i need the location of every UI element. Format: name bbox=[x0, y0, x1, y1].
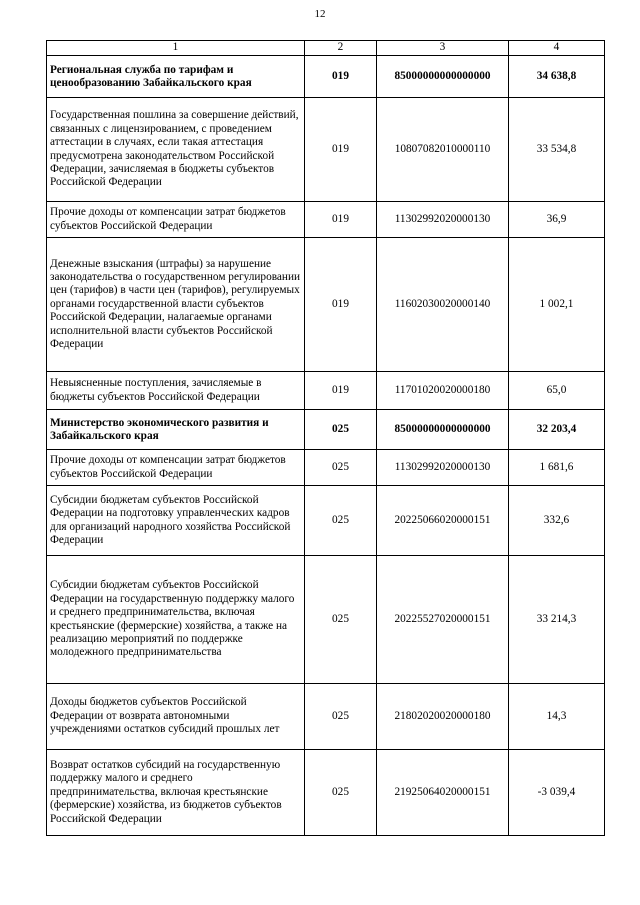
table-row bbox=[47, 98, 605, 202]
column-number-row bbox=[47, 41, 605, 56]
row-amount: 32 203,4 bbox=[509, 410, 605, 450]
row-amount: 65,0 bbox=[509, 372, 605, 410]
table-row bbox=[47, 486, 605, 556]
row-kbk-code: 11302992020000130 bbox=[377, 202, 509, 238]
row-amount: 36,9 bbox=[509, 202, 605, 238]
row-name: Возврат остатков субсидий на государственную поддержку малого и среднего предпринимательства, включая крестьянские (фермерские) хозяйства, из бюджетов субъектов Российской Федерации bbox=[47, 750, 305, 836]
row-kbk-code: 21925064020000151 bbox=[377, 750, 509, 836]
row-admin-code: 019 bbox=[305, 372, 377, 410]
row-admin-code: 019 bbox=[305, 202, 377, 238]
row-admin-code: 025 bbox=[305, 750, 377, 836]
revenue-table bbox=[46, 40, 605, 836]
table-row bbox=[47, 556, 605, 684]
row-kbk-code: 11302992020000130 bbox=[377, 450, 509, 486]
row-name: Субсидии бюджетам субъектов Российской Федерации на государственную поддержку малого и среднего предпринимательства, включая крестьянские (фермерские) хозяйства, а также на реализацию мероприятий по поддержке молодежного предпринимательства bbox=[47, 556, 305, 684]
row-amount: 14,3 bbox=[509, 684, 605, 750]
column-header-2: 2 bbox=[305, 41, 377, 56]
row-admin-code: 025 bbox=[305, 556, 377, 684]
column-header-1: 1 bbox=[47, 41, 305, 56]
row-kbk-code: 20225527020000151 bbox=[377, 556, 509, 684]
column-header-3: 3 bbox=[377, 41, 509, 56]
row-kbk-code: 21802020020000180 bbox=[377, 684, 509, 750]
row-admin-code: 025 bbox=[305, 410, 377, 450]
page-number: 12 bbox=[314, 8, 326, 20]
column-header-4: 4 bbox=[509, 41, 605, 56]
row-name: Прочие доходы от компенсации затрат бюджетов субъектов Российской Федерации bbox=[47, 202, 305, 238]
row-name: Невыясненные поступления, зачисляемые в бюджеты субъектов Российской Федерации bbox=[47, 372, 305, 410]
row-admin-code: 025 bbox=[305, 450, 377, 486]
row-amount: 1 681,6 bbox=[509, 450, 605, 486]
table-row bbox=[47, 238, 605, 372]
row-name: Субсидии бюджетам субъектов Российской Федерации на подготовку управленческих кадров для организаций народного хозяйства Российской Федерации bbox=[47, 486, 305, 556]
row-name: Прочие доходы от компенсации затрат бюджетов субъектов Российской Федерации bbox=[47, 450, 305, 486]
row-amount: 332,6 bbox=[509, 486, 605, 556]
row-kbk-code: 85000000000000000 bbox=[377, 56, 509, 98]
row-kbk-code: 10807082010000110 bbox=[377, 98, 509, 202]
row-admin-code: 019 bbox=[305, 238, 377, 372]
row-kbk-code: 85000000000000000 bbox=[377, 410, 509, 450]
table-row bbox=[47, 450, 605, 486]
row-admin-code: 019 bbox=[305, 98, 377, 202]
table-row bbox=[47, 56, 605, 98]
table-row bbox=[47, 372, 605, 410]
row-name: Региональная служба по тарифам и ценообразованию Забайкальского края bbox=[47, 56, 305, 98]
row-admin-code: 019 bbox=[305, 56, 377, 98]
row-amount: 33 534,8 bbox=[509, 98, 605, 202]
row-amount: 33 214,3 bbox=[509, 556, 605, 684]
table-row bbox=[47, 202, 605, 238]
row-amount: -3 039,4 bbox=[509, 750, 605, 836]
row-kbk-code: 11701020020000180 bbox=[377, 372, 509, 410]
row-name: Доходы бюджетов субъектов Российской Федерации от возврата автономными учреждениями остатков субсидий прошлых лет bbox=[47, 684, 305, 750]
row-amount: 1 002,1 bbox=[509, 238, 605, 372]
row-name: Министерство экономического развития и Забайкальского края bbox=[47, 410, 305, 450]
row-admin-code: 025 bbox=[305, 486, 377, 556]
row-admin-code: 025 bbox=[305, 684, 377, 750]
table-row bbox=[47, 750, 605, 836]
row-name: Денежные взыскания (штрафы) за нарушение законодательства о государственном регулировании цен (тарифов) в части цен (тарифов), регулируемых органами государственной власти субъектов Российской Федерации, налагаемые органами исполнительной власти субъектов Российской Федерации bbox=[47, 238, 305, 372]
row-kbk-code: 20225066020000151 bbox=[377, 486, 509, 556]
row-name: Государственная пошлина за совершение действий, связанных с лицензированием, с проведением аттестации в случаях, если такая аттестация предусмотрена законодательством Российской Федерации, зачисляемая в бюджеты субъектов Российской Федерации bbox=[47, 98, 305, 202]
table-row bbox=[47, 684, 605, 750]
row-amount: 34 638,8 bbox=[509, 56, 605, 98]
row-kbk-code: 11602030020000140 bbox=[377, 238, 509, 372]
table-row bbox=[47, 410, 605, 450]
